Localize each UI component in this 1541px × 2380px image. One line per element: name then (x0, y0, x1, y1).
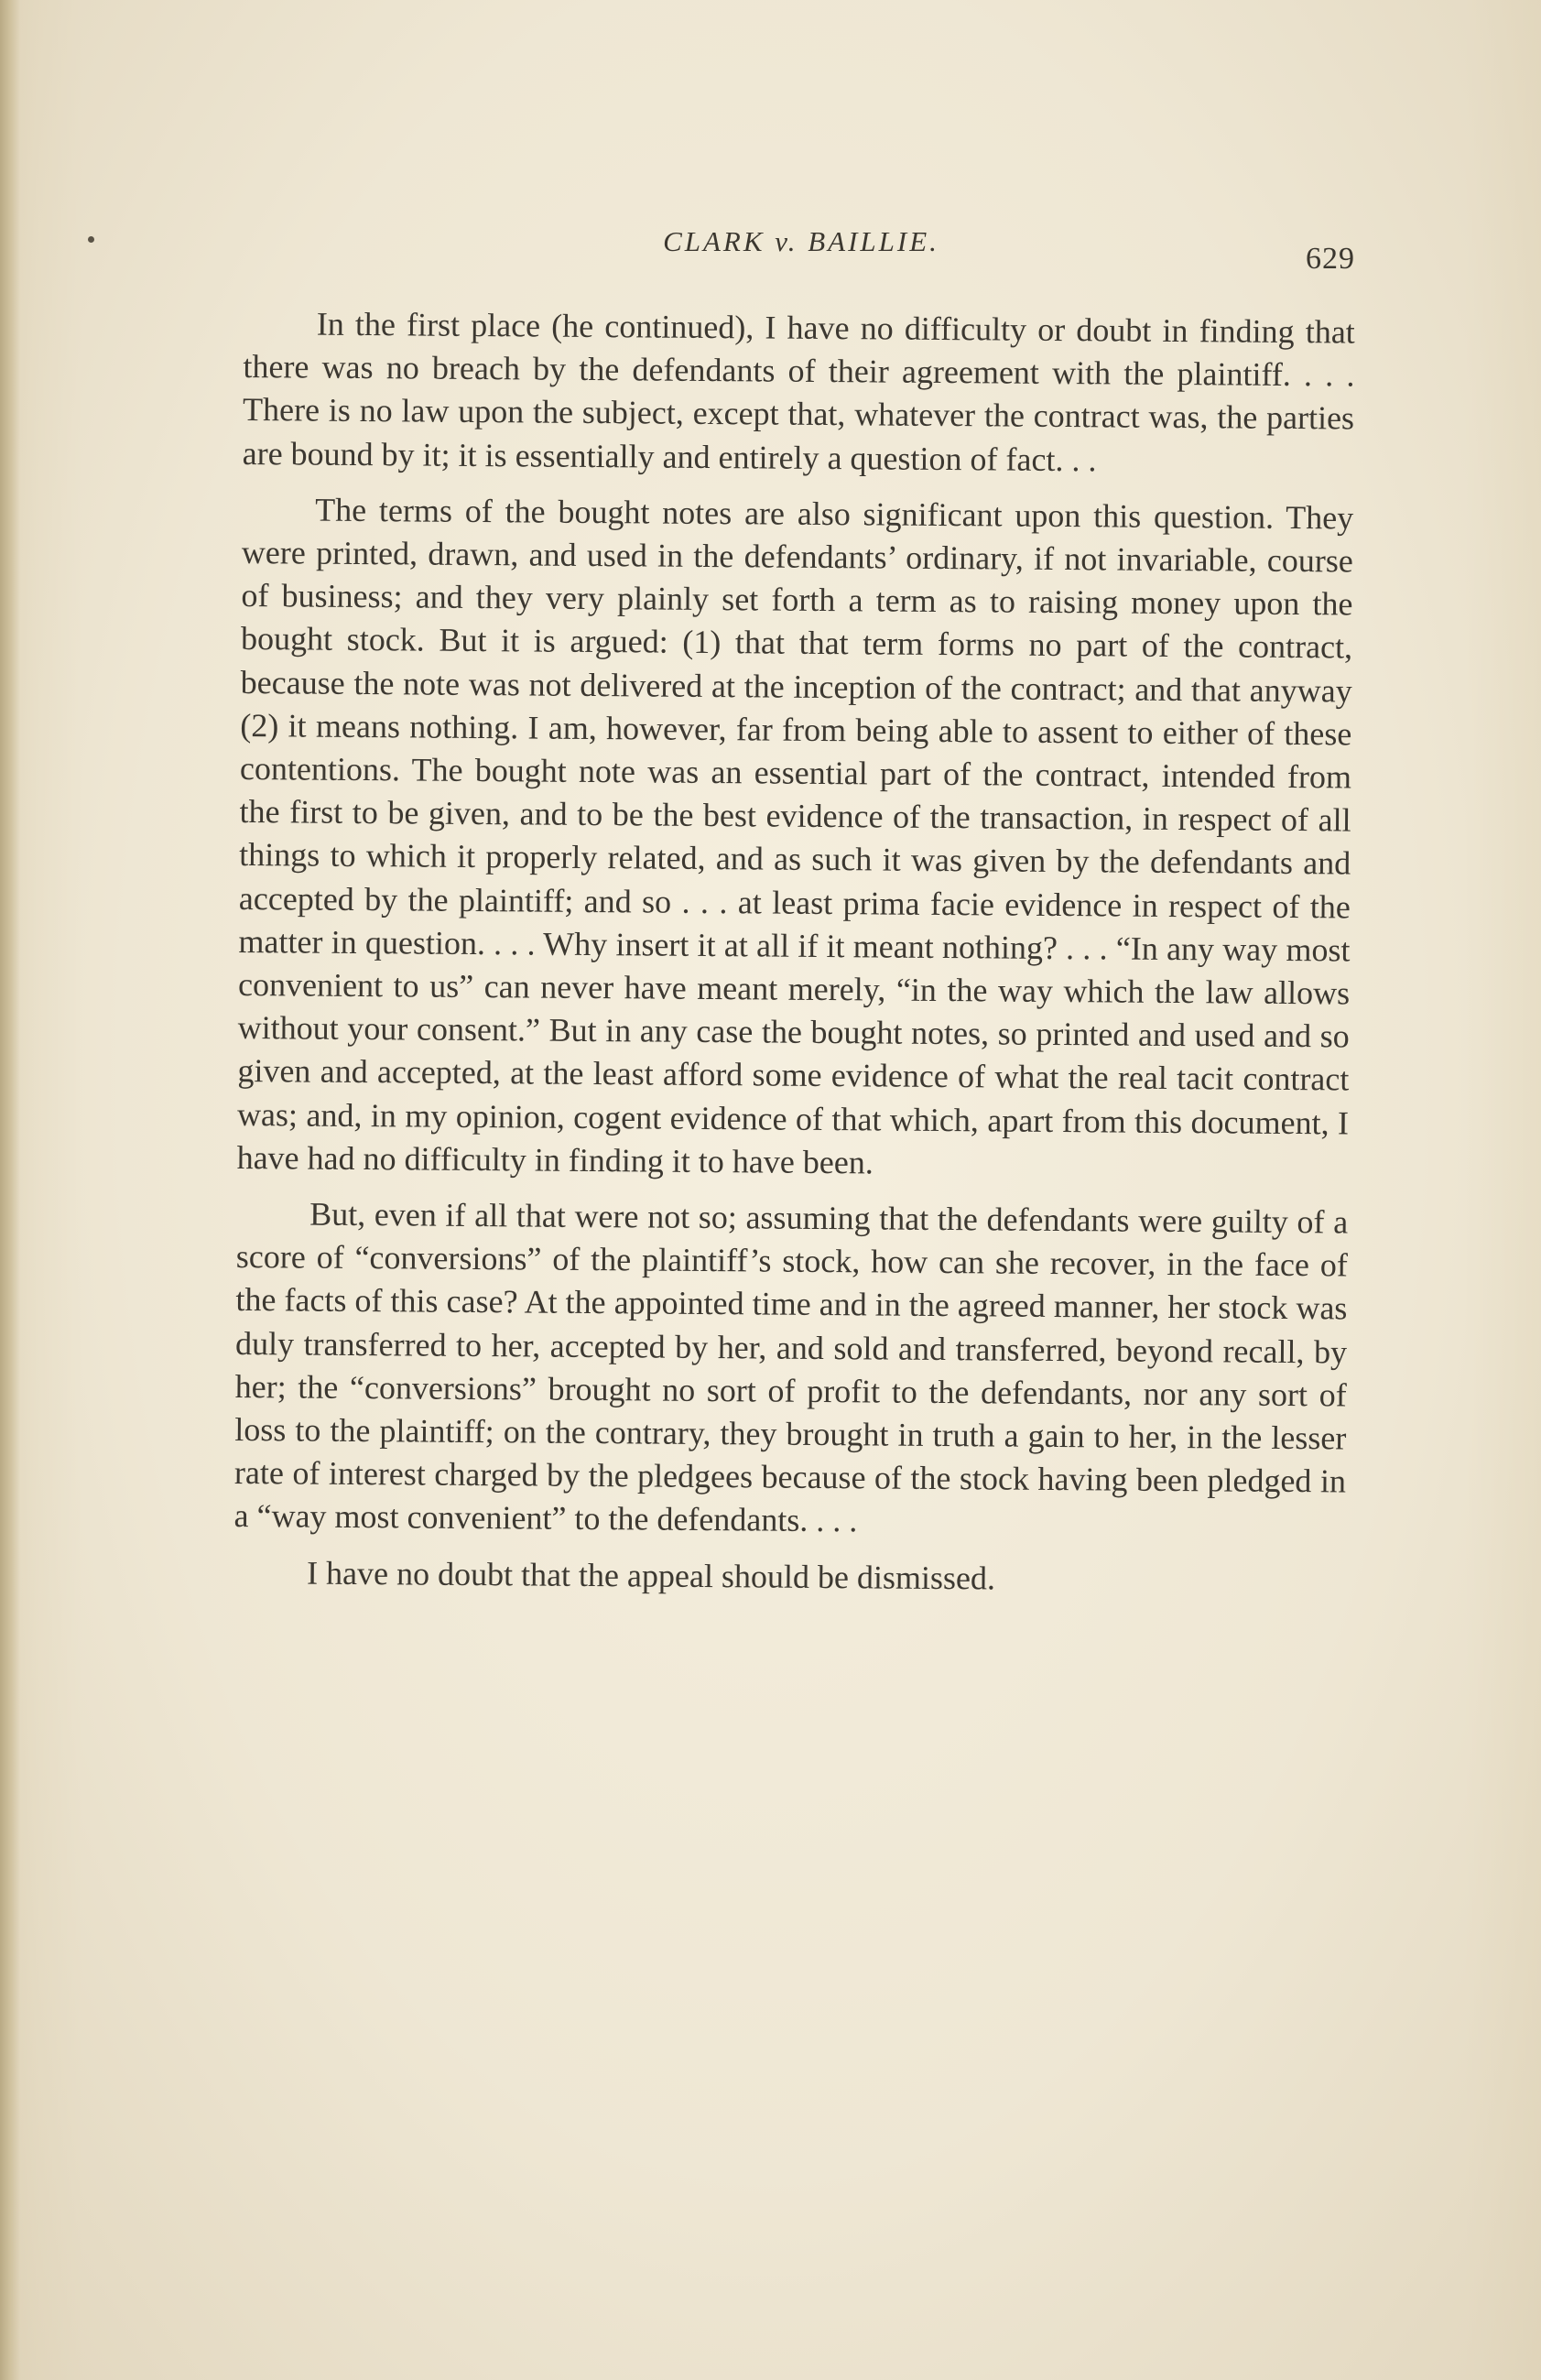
binding-edge (0, 0, 20, 2380)
paragraph-4: I have no doubt that the appeal should be dismissed. (306, 1554, 996, 1597)
running-head (247, 220, 1355, 275)
paragraph-2: The terms of the bought notes are also significant upon this question. They were printed, drawn, and used in the defendants’ ordinary, if not invariable, course of business; and they very plainly set forth a term as to raising money upon the bought stock. But it is argued: (1) that that term forms no part of the contract, because the note was not delivered at the inception of the contract; and that anyway (2) it means nothing. I am, however, far from being able to assent to either of these contentions. The bought note was an essential part of the contract, intended from the first to be given, and to be the best evidence of the transaction, in respect of all things to which it properly related, and as such it was given by the defendants and accepted by the plaintiff; and so . . . at least prima facie evidence in respect of the matter in question. . . . Why insert it at all if it meant nothing? . . . “In any way most convenient to us” can never have meant merely, “in the way which the law allows without your consent.” But in any case the bought notes, so printed and used and so given and accepted, at the least afford some evidence of what the real tacit contract was; and, in my opinion, cogent evidence of that which, apart from this document, I have had no difficulty in finding it to have been. (236, 491, 1354, 1181)
page-number: 629 (1306, 242, 1355, 276)
paragraph-1: In the first place (he continued), I have no difficulty or doubt in finding that there was no breach by the defendants of their agreement with the plaintiff. . . . There is no law upon the subject, except that, whatever the contract was, the parties are bound by it; it is essentially and entirely a question of fact. . . (242, 305, 1355, 478)
paragraph-3: But, even if all that were not so; assuming that the defendants were guilty of a score of “conversions” of the plaintiff’s stock, how can she recover, in the face of the facts of this case? At the appointed time and in the agreed manner, her stock was duly transferred to her, accepted by her, and sold and transferred, beyond recall, by her; the “conversions” brought no sort of profit to the defendants, nor any sort of loss to the plaintiff; on the contrary, they brought in truth a gain to her, in the lesser rate of interest charged by the pledgees because of the stock having been pledged in a “way most convenient” to the defendants. . . . (233, 1195, 1349, 1539)
running-head-title: CLARK v. BAILLIE. (663, 225, 939, 257)
margin-dot (88, 236, 94, 243)
body-text (233, 302, 1355, 1615)
